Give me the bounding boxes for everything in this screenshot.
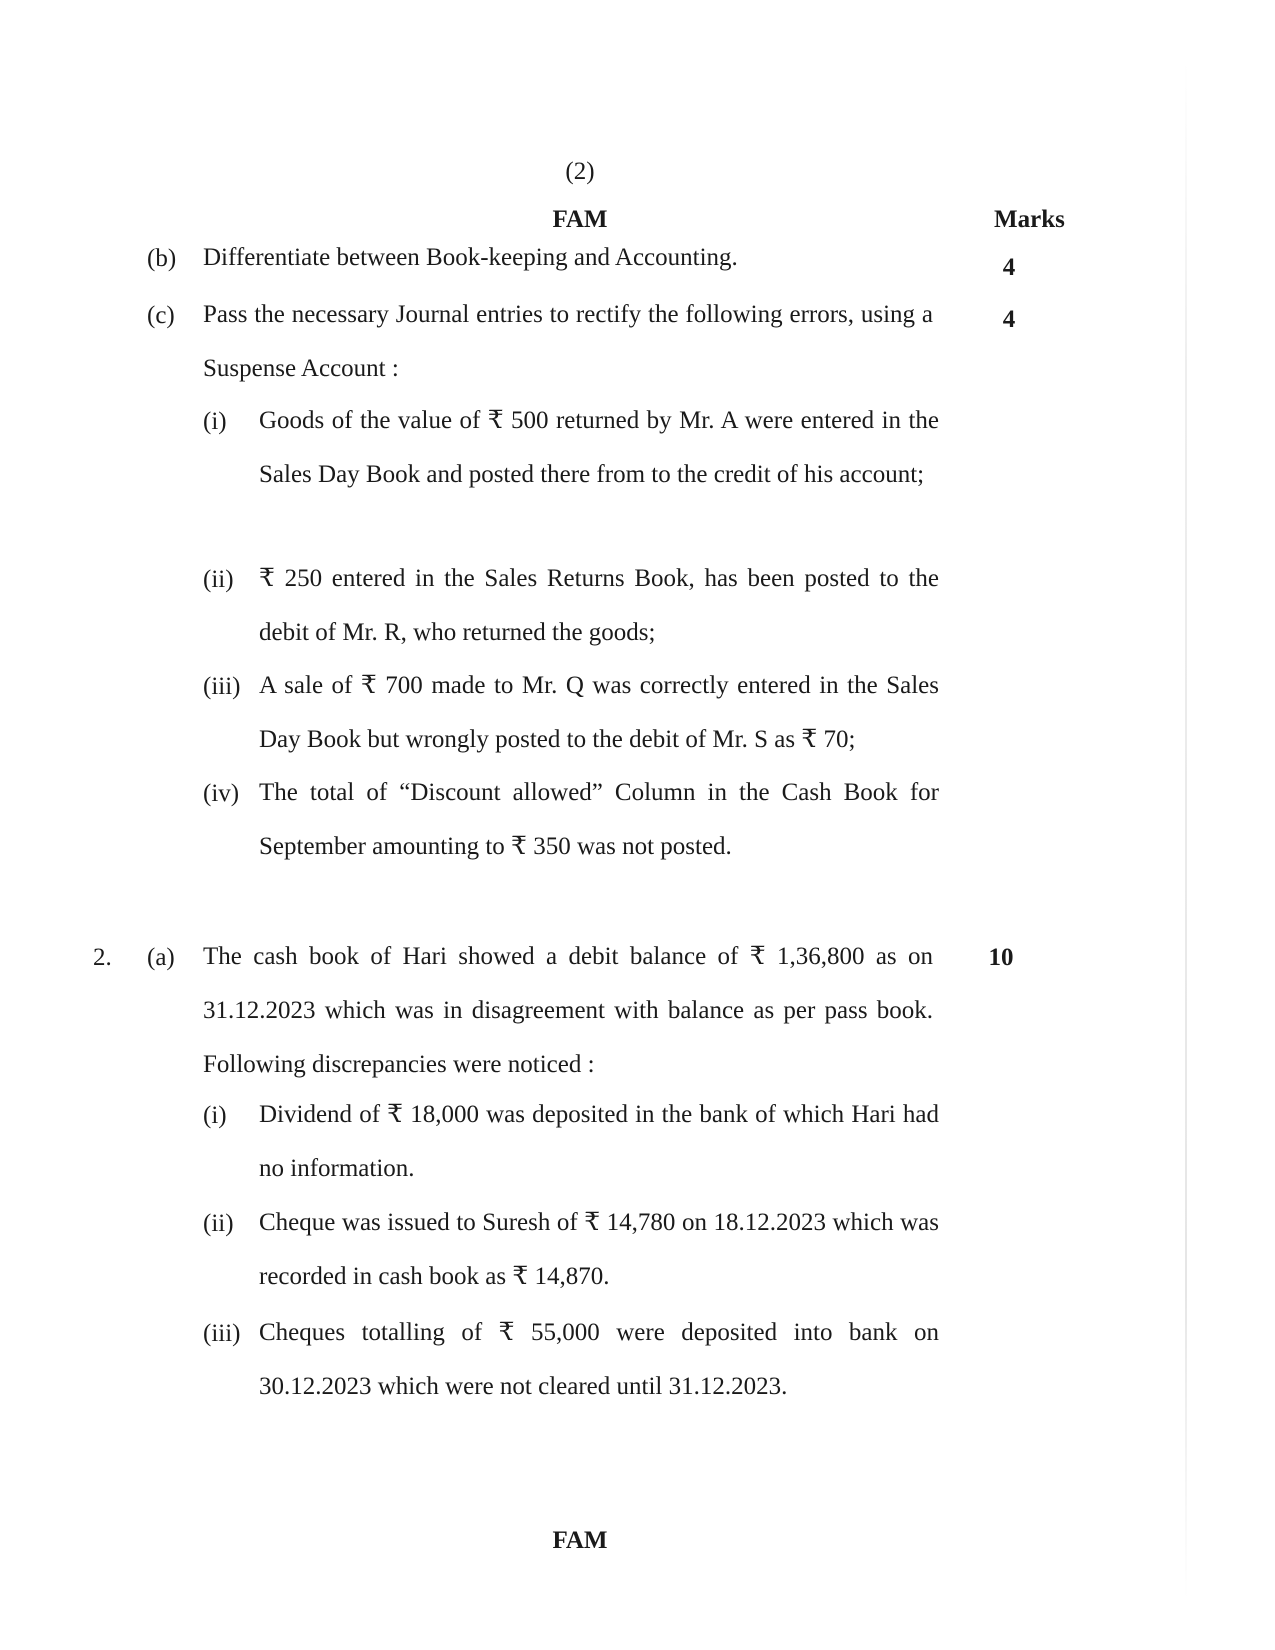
question-text-c: Pass the necessary Journal entries to rectify the following errors, using a Suspense Account : bbox=[203, 301, 933, 382]
page-number: (2) bbox=[565, 158, 595, 185]
sub-item-text: The total of “Discount allowed” Column in the Cash Book for September amounting to ₹ 350 was not posted. bbox=[259, 779, 939, 860]
sub-item-text: Goods of the value of ₹ 500 returned by Mr. A were entered in the Sales Day Book and posted there from to the credit of his account; bbox=[259, 407, 939, 488]
question-label-a: (a) bbox=[147, 944, 175, 971]
footer-subject: FAM bbox=[552, 1527, 608, 1554]
sub-item-number: (ii) bbox=[203, 1210, 234, 1237]
sub-item-text: A sale of ₹ 700 made to Mr. Q was correctly entered in the Sales Day Book but wrongly posted to the debit of Mr. S as ₹ 70; bbox=[259, 672, 939, 753]
subject-header: FAM bbox=[552, 206, 608, 233]
sub-item-number: (i) bbox=[203, 408, 227, 435]
sub-item-text: Cheques totalling of ₹ 55,000 were deposited into bank on 30.12.2023 which were not cleared until 31.12.2023. bbox=[259, 1319, 939, 1400]
question-number-2: 2. bbox=[93, 944, 112, 971]
sub-item-text: Dividend of ₹ 18,000 was deposited in the bank of which Hari had no information. bbox=[259, 1101, 939, 1182]
sub-item-number: (iii) bbox=[203, 1320, 241, 1347]
marks-c: 4 bbox=[1002, 306, 1016, 333]
question-label-c: (c) bbox=[147, 302, 175, 329]
question-text-b: Differentiate between Book-keeping and Accounting. bbox=[203, 244, 738, 271]
marks-b: 4 bbox=[1002, 254, 1016, 281]
sub-item-number: (ii) bbox=[203, 566, 234, 593]
paper-edge-shadow bbox=[1185, 60, 1187, 1600]
sub-item-number: (i) bbox=[203, 1102, 227, 1129]
marks-2a: 10 bbox=[988, 944, 1014, 971]
marks-column-header: Marks bbox=[994, 206, 1065, 233]
sub-item-text: Cheque was issued to Suresh of ₹ 14,780 on 18.12.2023 which was recorded in cash book as ₹ 14,870. bbox=[259, 1209, 939, 1290]
sub-item-number: (iii) bbox=[203, 673, 241, 700]
question-text-a: The cash book of Hari showed a debit balance of ₹ 1,36,800 as on 31.12.2023 which was in disagreement with balance as per pass book. Following discrepancies were noticed : bbox=[203, 943, 933, 1078]
question-label-b: (b) bbox=[147, 245, 177, 272]
sub-item-text: ₹ 250 entered in the Sales Returns Book, has been posted to the debit of Mr. R, who returned the goods; bbox=[259, 565, 939, 646]
sub-item-number: (iv) bbox=[203, 780, 240, 807]
